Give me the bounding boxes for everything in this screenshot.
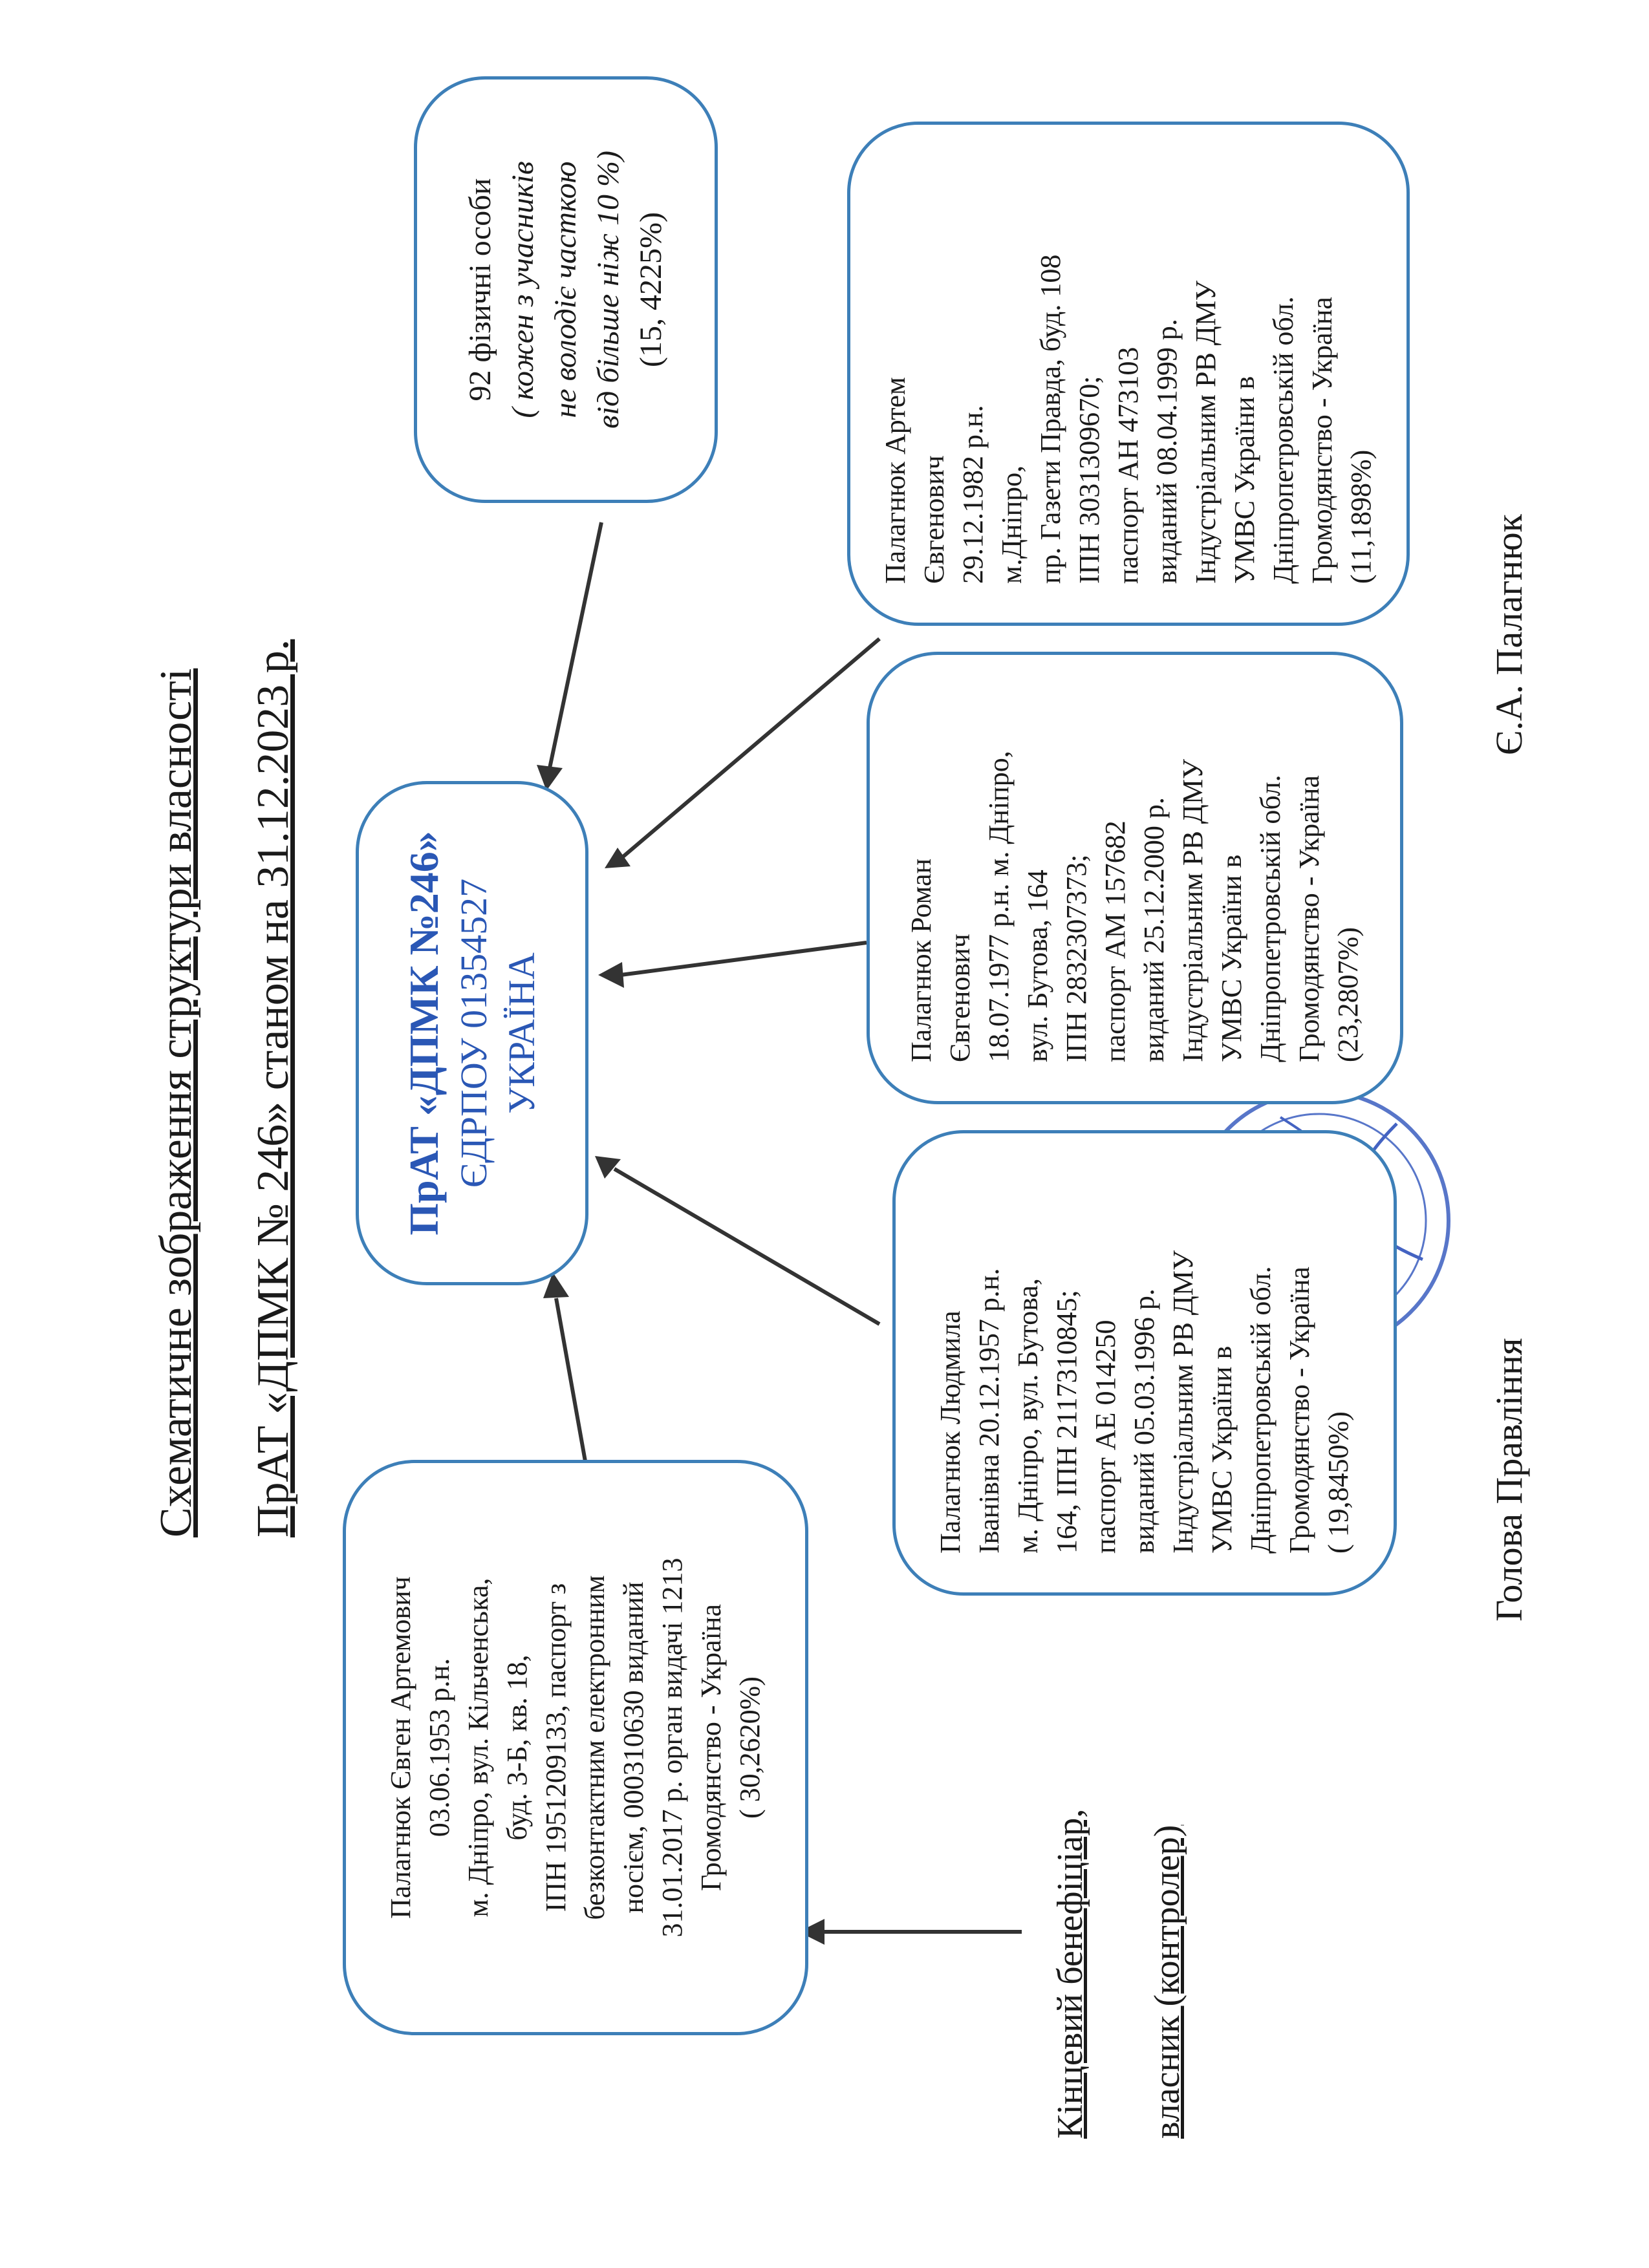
signature-role: Голова Правління [1488, 1338, 1530, 1621]
owner-box-roman: Палагнюк Роман Євгенович 18.07.1977 р.н. м. Дніпро, вул. Бутова, 164 ІПН 2832307373; паспорт АМ 157682 виданий 25.12.2000 р. Індустріальним РВ ДМУ УМВС України в Дніпропетровській обл. Громодянство - Україна (23,2807%) [867, 652, 1403, 1104]
owner-box-individuals: 92 фізичні особи ( кожен з учасників не володіє часткою від більше ніж 10 %) (15, 4225%) [414, 76, 718, 503]
company-code: ЄДРПОУ 01354527 [453, 878, 495, 1188]
company-name: ПрАТ «ДПМК №246» [401, 831, 447, 1236]
arrow-beneficiary-to-yevhen [799, 1919, 1022, 1945]
beneficiary-label: Кінцевий бенефіціар, власник (контролер) [1050, 1808, 1187, 2139]
arrow-artem-to-company [605, 639, 879, 868]
owner-box-yevhen: Палагнюк Євген Артемович 03.06.1953 р.н. м. Дніпро, вул. Кільченська, буд. 3-Б, кв. 18, ІПН 1951209133, паспорт з безконтактним електронним носієм, 000310630 виданий 31.01.2017 р. орган видачі 1213 Громодянство - Україна ( 30,2620%) [343, 1460, 808, 2035]
company-box [356, 781, 588, 1285]
arrow-individuals-to-company [537, 522, 601, 791]
company-country: УКРАЇНА [501, 952, 543, 1114]
arrow-yevhen-to-company [543, 1272, 588, 1479]
arrow-liudmyla-to-company [595, 1156, 879, 1324]
owner-box-artem: Палагнюк Артем Євгенович 29.12.1982 р.н. м.Дніпро, пр. Газети Правда, буд. 108 ІПН 3031309670; паспорт АН 473103 виданий 08.04.1999 р. Індустріальним РВ ДМУ УМВС України в Дніпропетровській обл. Громодянство - Україна (11,1898%) [847, 122, 1410, 626]
arrow-roman-to-company [598, 943, 867, 988]
title-line-1: Схематичне зображення структури власності [151, 668, 201, 1537]
signature-name: Є.А. Палагнюк [1488, 514, 1530, 755]
title-line-2: ПрАТ «ДПМК № 246» станом на 31.12.2023 р. [248, 639, 298, 1537]
owner-box-liudmyla: Палагнюк Людмила Іванівна 20.12.1957 р.н. м. Дніпро, вул. Бутова, 164, ІПН 2117310845; паспорт АЕ 014250 виданий 05.03.1996 р. Індустріальним РВ ДМУ УМВС України в Дніпропетровській обл. Громодянство - Україна ( 19,8450%) [892, 1130, 1397, 1596]
